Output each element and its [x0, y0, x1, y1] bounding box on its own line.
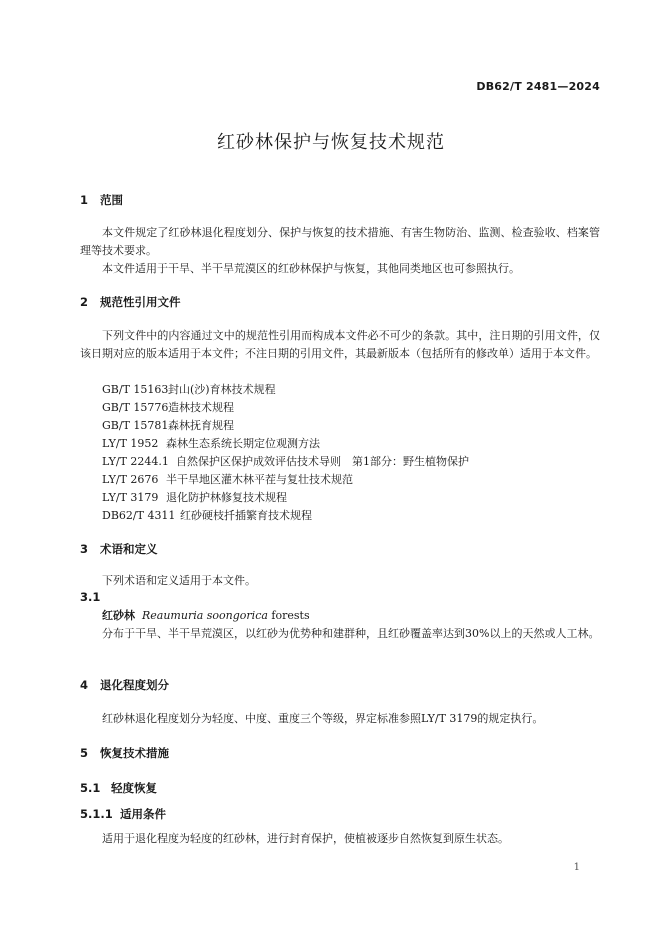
reference-item: [102, 381, 276, 399]
section-title: 退化程度划分: [100, 678, 169, 692]
subsection-5-1-heading: [80, 780, 157, 796]
page-number: 1: [573, 862, 580, 873]
scope-paragraph-1: 本文件规定了红砂林退化程度划分、保护与恢复的技术措施、有害生物防治、监测、检查验收、档案管理等技术要求。: [80, 226, 600, 257]
reference-name: 森林生态系统长期定位观测方法: [166, 437, 320, 450]
document-title: 红砂林保护与恢复技术规范: [217, 132, 445, 153]
reference-name: 退化防护林修复技术规程: [166, 491, 287, 504]
scope-paragraph-2: 本文件适用于干旱、半干旱荒漠区的红砂林保护与恢复，其他同类地区也可参照执行。: [102, 262, 520, 275]
section-2-heading: [80, 294, 181, 310]
term-number: 3.1: [80, 590, 101, 604]
subsection-number: 5.1.1: [80, 807, 113, 821]
reference-item: [102, 471, 353, 489]
reference-code: LY/T 1952: [102, 437, 159, 450]
section-4-heading: [80, 677, 169, 693]
reference-item: [102, 489, 287, 507]
section-number: 1: [80, 193, 89, 207]
reference-name: 自然保护区保护成效评估技术导则 第1部分：野生植物保护: [176, 455, 469, 468]
reference-code: GB/T 15781: [102, 419, 169, 432]
reference-code: DB62/T 4311: [102, 509, 176, 522]
term-english: forests: [271, 609, 310, 622]
term-chinese: 红砂林: [102, 609, 135, 622]
section-title: 范围: [100, 193, 123, 207]
section-title: 术语和定义: [100, 542, 158, 556]
reference-code: GB/T 15776: [102, 401, 169, 414]
term-name: [102, 607, 310, 625]
section-title: 恢复技术措施: [100, 746, 169, 760]
reference-item: [102, 507, 312, 525]
normative-intro: 下列文件中的内容通过文中的规范性引用而构成本文件必不可少的条款。其中，注日期的引用文件，仅该日期对应的版本适用于本文件；不注日期的引用文件，其最新版本（包括所有的修改单）适用于本文件。: [80, 329, 600, 360]
reference-code: LY/T 2676: [102, 473, 159, 486]
reference-item: [102, 435, 320, 453]
reference-name: 红砂硬枝扦插繁育技术规程: [180, 509, 312, 522]
section-number: 2: [80, 295, 89, 309]
section-3-heading: [80, 541, 158, 557]
reference-name: 封山(沙)育林技术规程: [168, 383, 276, 396]
reference-name: 造林技术规程: [168, 401, 234, 414]
section-number: 4: [80, 678, 89, 692]
term-latin: Reaumuria soongorica: [142, 609, 268, 622]
section-1-heading: [80, 192, 123, 208]
reference-item: [102, 399, 234, 417]
standard-number: DB62/T 2481—2024: [476, 80, 600, 93]
section-number: 5: [80, 746, 89, 760]
restoration-paragraph: 适用于退化程度为轻度的红砂林，进行封育保护，使植被逐步自然恢复到原生状态。: [102, 832, 509, 845]
reference-item: [102, 417, 234, 435]
subsection-5-1-1-heading: [80, 806, 166, 822]
reference-code: GB/T 15163: [102, 383, 169, 396]
term-definition: 分布于干旱、半干旱荒漠区，以红砂为优势种和建群种，且红砂覆盖率达到30%以上的天然或人工林。: [102, 627, 600, 640]
subsection-number: 5.1: [80, 781, 101, 795]
reference-item: [102, 453, 469, 471]
terms-intro: 下列术语和定义适用于本文件。: [102, 574, 256, 587]
degradation-paragraph: 红砂林退化程度划分为轻度、中度、重度三个等级，界定标准参照LY/T 3179的规定执行。: [102, 712, 544, 725]
section-title: 规范性引用文件: [100, 295, 181, 309]
reference-name: 半干旱地区灌木林平茬与复壮技术规范: [166, 473, 353, 486]
section-5-heading: [80, 745, 169, 761]
reference-name: 森林抚育规程: [168, 419, 234, 432]
section-number: 3: [80, 542, 89, 556]
subsection-title: 轻度恢复: [111, 781, 157, 795]
subsection-title: 适用条件: [120, 807, 166, 821]
reference-code: LY/T 2244.1: [102, 455, 169, 468]
reference-code: LY/T 3179: [102, 491, 159, 504]
